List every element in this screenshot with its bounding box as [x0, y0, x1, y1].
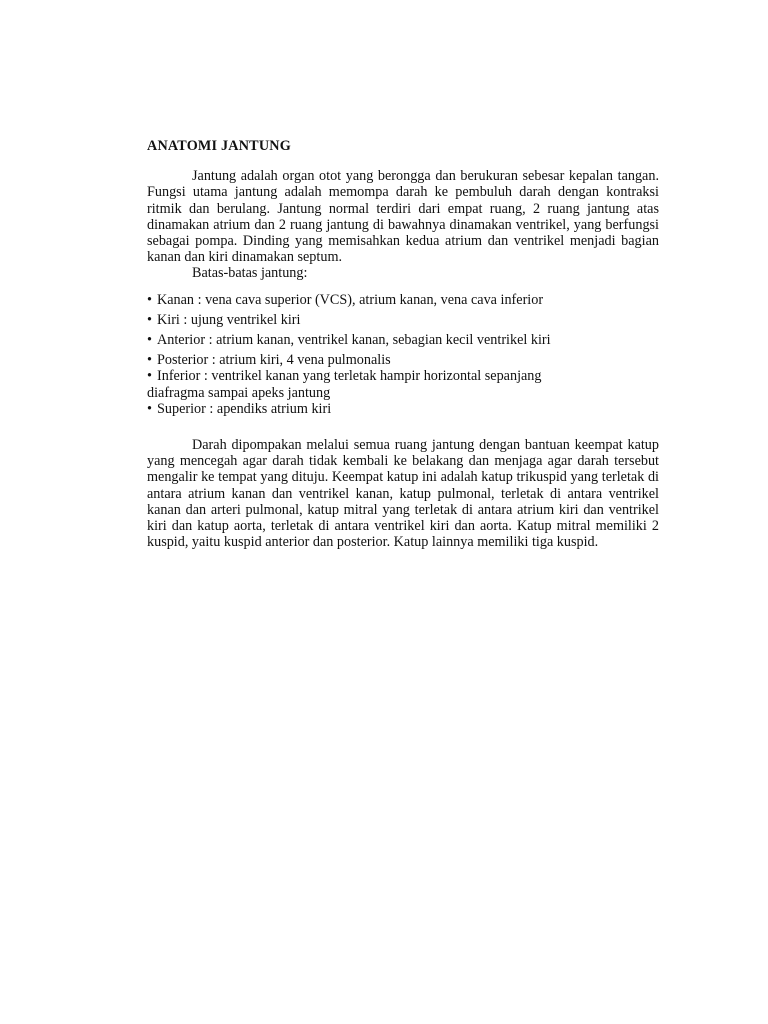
- valves-paragraph: Darah dipompakan melalui semua ruang jantung dengan bantuan keempat katup yang mencegah agar darah tidak kembali ke belakang dan menjaga agar darah tersebut mengalir ke tempat yang dituju. Keempat katup ini adalah katup trikuspid yang terletak di antara atrium kanan dan ventrikel kanan, katup pulmonal, terletak di antara ventrikel kanan dan arteri pulmonal, katup mitral yang terletak di antara atrium kiri dan ventrikel kiri dan katup aorta, terletak di antara ventrikel kiri dan aorta. Katup mitral memiliki 2 kuspid, yaitu kuspid anterior dan posterior. Katup lainnya memiliki tiga kuspid.: [147, 437, 659, 551]
- bullet-icon: •: [147, 291, 152, 308]
- list-item: [147, 312, 659, 328]
- list-item: [147, 368, 602, 400]
- list-item-text: Kanan : vena cava superior (VCS), atrium kanan, vena cava inferior: [157, 291, 544, 308]
- bullet-icon: •: [147, 311, 152, 328]
- list-item: [147, 352, 659, 368]
- bullet-icon: •: [147, 400, 152, 417]
- list-item-text: Kiri : ujung ventrikel kiri: [157, 311, 301, 328]
- boundaries-heading: Batas-batas jantung:: [192, 265, 308, 282]
- intro-paragraph: Jantung adalah organ otot yang berongga dan berukuran sebesar kepalan tangan. Fungsi utama jantung adalah memompa darah ke pembuluh darah dengan kontraksi ritmik dan berulang. Jantung normal terdiri dari empat ruang, 2 ruang jantung atas dinamakan atrium dan 2 ruang jantung di bawahnya dinamakan ventrikel, yang berfungsi sebagai pompa. Dinding yang memisahkan kedua atrium dan ventrikel menjadi bagian kanan dan kiri dinamakan septum.: [147, 168, 659, 266]
- list-item-text: Superior : apendiks atrium kiri: [157, 400, 332, 417]
- document-title: ANATOMI JANTUNG: [147, 138, 291, 154]
- list-item-text: Inferior : ventrikel kanan yang terletak hampir horizontal sepanjang diafragma sampai apeks jantung: [147, 368, 542, 401]
- list-item: [147, 332, 659, 348]
- list-item-text: Posterior : atrium kiri, 4 vena pulmonalis: [157, 352, 391, 369]
- list-item: [147, 401, 659, 417]
- list-item-text: Anterior : atrium kanan, ventrikel kanan, sebagian kecil ventrikel kiri: [157, 332, 551, 349]
- boundaries-list: [147, 292, 659, 417]
- bullet-icon: •: [147, 332, 152, 349]
- document-page: [147, 138, 659, 550]
- bullet-icon: •: [147, 368, 152, 385]
- bullet-icon: •: [147, 352, 152, 369]
- list-item: [147, 292, 659, 308]
